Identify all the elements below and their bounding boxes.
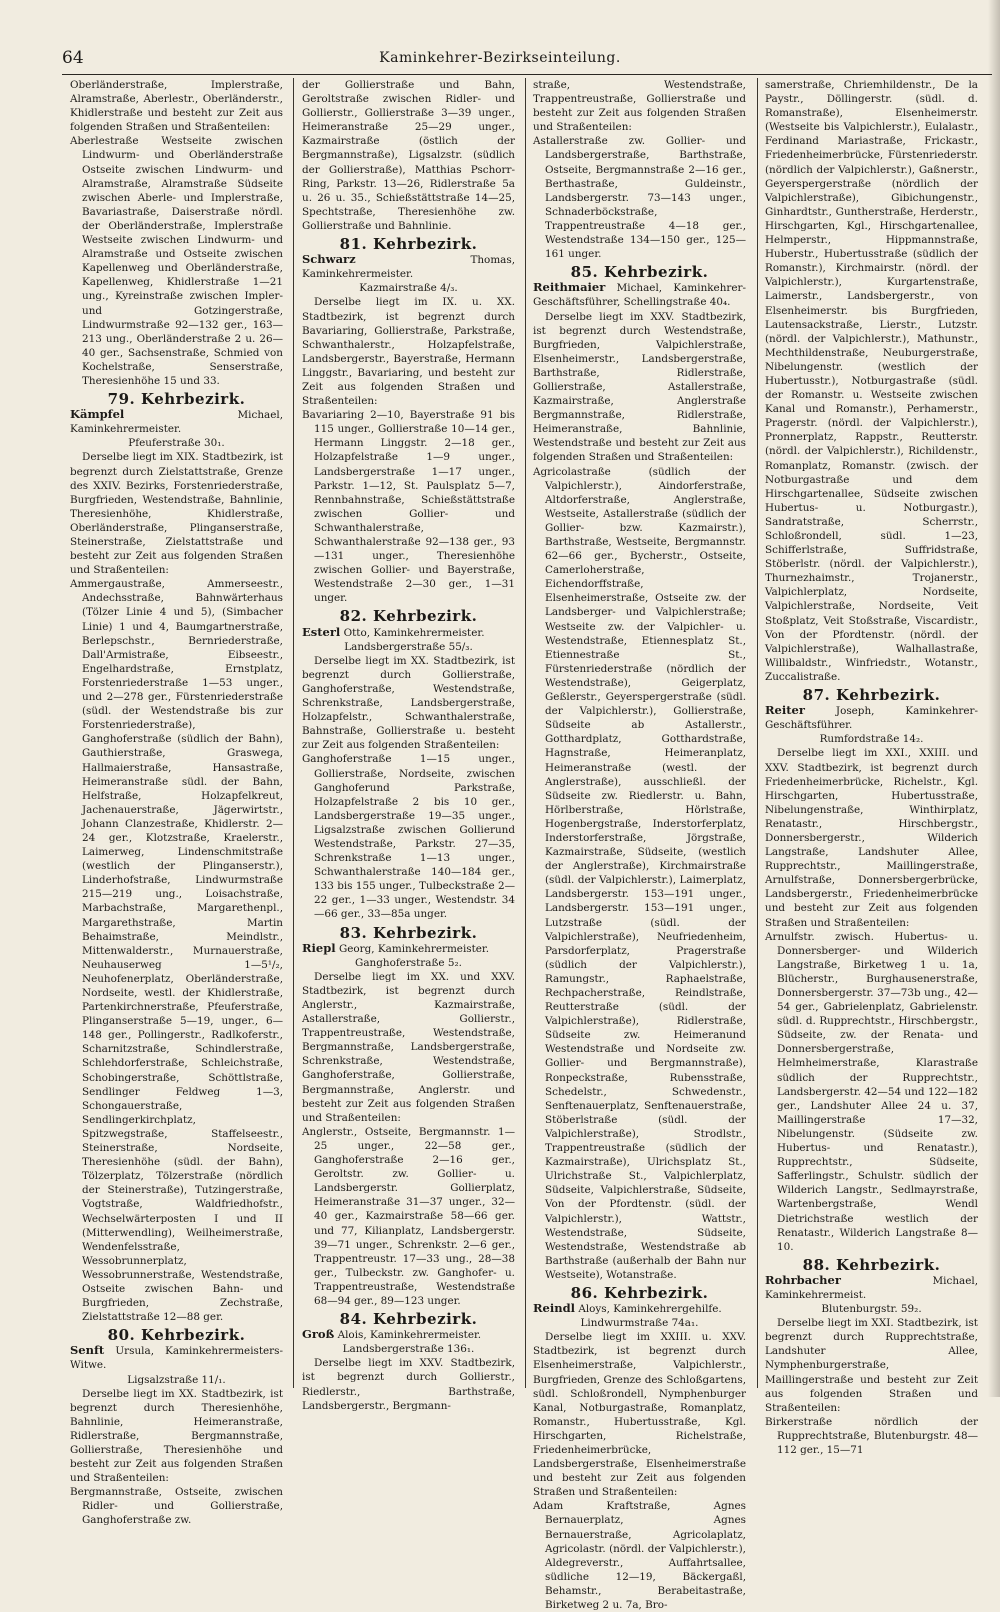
sweep-title: Michael, Kaminkehrer-Geschäftsführer, Schellingstraße 40₄. [533,282,746,309]
sweep-name: Schwarz [302,252,356,267]
district-81-heading: 81. Kehrbezirk. [339,235,478,254]
district-85-heading: 85. Kehrbezirk. [570,263,709,282]
district-87-sweep [765,703,978,732]
district-80-address: Ligsalzstraße 11/₁. [127,1373,226,1386]
district-81-address: Kazmairstraße 4/₃. [359,282,458,295]
district-82-heading: 82. Kehrbezirk. [339,607,478,626]
district-84-description: Derselbe liegt im XXV. Stadtbezirk, ist begrenzt durch Gollierstr., Riedlerstr., Barthstraße, Landsbergerstr., Bergmann- [302,1357,515,1412]
district-87-description: Derselbe liegt im XXI., XXIII. und XXV. Stadtbezirk, ist begrenzt durch Friedenheimerbrücke, Richelstr., Kgl. Hirschgarten, Hubertusstraße, Nibelungenstraße, Winthirplatz, Renatastr., Hirschbergstr., Donnersbergerstr., Wilderich Langstraße, Landshuter Allee, Rupprechtstr., Maillingerstraße, Arnulfstraße, Donnersbergerbrücke, Landsbergerstr., Friedenheimerbrücke und besteht zur Zeit aus folgenden Straßen und Straßenteilen: [765,747,978,929]
running-title: Kaminkehrer-Bezirkseinteilung. [379,50,621,66]
district-87-streets: Arnulfstr. zwisch. Hubertus- u. Donnersberger- und Wilderich Langstraße, Birketweg 1 u. 1a, Blücherstr., Burghausenerstraße, Donnersbergerstr. 37—73b ung., 42—54 ger., Gabrielenplatz, Gabrielenstr. südl. d. Rupprechtstr., Hirschbergstr., Südseite, zw. der Renata- und Donnersbergerstraße, Helmheimerstraße, Klarastraße südlich der Rupprechtstr., Landsbergerstr. 42—54 und 122—182 ger., Landshuter Allee 24 u. 37, Maillingerstraße 17—32, Nibelungenstr. (Südseite zw. Hubertus- und Renatastr.), Rupprechtstr., Südseite, Safferlingstr., Schulstr. südlich der Wilderich Langstr., Sedlmayrstraße, Wartenbergstraße, Wendl Dietrichstraße westlich der Renatastr., Wilderich Langstraße 8—10. [765,930,978,1253]
sweep-name: Esterl [302,624,341,639]
sweep-title: Aloys, Kaminkehrergehilfe. [578,1303,722,1316]
district-80-heading: 80. Kehrbezirk. [107,1326,246,1345]
district-83-heading: 83. Kehrbezirk. [339,923,478,942]
sweep-name: Senft [70,1343,105,1358]
district-80-description: Derselbe liegt im XX. Stadtbezirk, ist begrenzt durch Theresienhöhe, Bahnlinie, Heimeranstraße, Ridlerstraße, Bergmannstraße, Gollierstraße, Theresienhöhe und besteht zur Zeit aus folgenden Straßen und Straßenteilen: [70,1387,283,1485]
district-82-description: Derselbe liegt im XX. Stadtbezirk, ist begrenzt durch Gollierstraße, Ganghoferstraße, Westendstraße, Schrenkstraße, Landsbergerstraße, Holzapfelstr., Schwanthalerstraße, Bahnstraße, Gollierstraße u. besteht zur Zeit aus folgenden Straßenteilen: [302,654,515,752]
district-84-heading: 84. Kehrbezirk. [339,1310,478,1329]
sweep-title: Joseph, Kaminkehrer-Geschäftsführer. [765,705,978,732]
district-79-description: Derselbe liegt im XIX. Stadtbezirk, ist begrenzt durch Zielstattstraße, Grenze des XXIV. Bezirks, Forstenriederstraße, Burgfrieden, Westendstraße, Bahnlinie, Theresienhöhe, Khidlerstraße, Oberländerstraße, Plinganserstraße, Steinerstraße, Zielstattstraße und besteht zur Zeit aus folgenden Straßen und Straßenteilen: [70,451,283,577]
district-80-sweep [70,1343,283,1372]
district-83-description: Derselbe liegt im XX. und XXV. Stadtbezirk, ist begrenzt durch Anglerstr., Kazmairstraße, Astallerstraße, Gollierstr., Trappentreustraße, Westendstraße, Bergmannstraße, Landsbergerstraße, Schrenkstraße, Westendstraße, Ganghoferstraße, Gollierstraße, Bergmannstraße, Anglerstr. und besteht zur Zeit aus folgenden Straßen und Straßenteilen: [302,970,515,1124]
district-83-sweep [302,941,515,956]
district-85-streets: Agricolastraße (südlich der Valpichlerstr.), Aindorferstraße, Altdorferstraße, Anglerstraße, Westseite, Astallerstraße (südlich der Gollier- bzw. Kazmairstr.), Barthstraße, Westseite, Bergmannstr. 62—66 ger., Bycherstr., Ostseite, Camerloherstraße, Eichendorffstraße, Elsenheimerstraße, Ostseite zw. der Landsberger- und Valpichlerstraße; Westseite zw. der Valpichler- u. Westendstraße, Etiennesplatz St., Etiennestraße St., Fürstenriederstraße (nördlich der Westendstraße), Geigerplatz, Geßlerstr., Geyerspergerstraße (südl. der Valpichlerstr.), Gollierstraße, Südseite ab Astallerstr., Gotthardplatz, Gotthardstraße, Hagnstraße, Heimeranplatz, Heimeranstraße (westl. der Anglerstraße), ausschließl. der Südseite zw. Riedlerstr. u. Bahn, Hörlberstraße, Hörlstraße, Hogenbergstraße, Inderstorferplatz, Inderstorferstraße, Jörgstraße, Kazmairstraße, Südseite, (westlich der Anglerstraße), Kirchmairstraße (südl. der Valpichlerstr.), Laimerplatz, Landsbergerstr. 153—191 unger., Landsbergerstr. 153—191 unger., Lutzstraße (südl. der Valpichlerstraße), Neufriedenheim, Parsdorferplatz, Pragerstraße (südlich der Valpichlerstr.), Ramungstr., Raphaelstraße, Rechpacherstraße, Reindlstraße, Reutterstraße (südl. der Valpichlerstraße), Ridlerstraße, Südseite zw. Heimeranund Westendstraße und Nordseite zw. Gollier- und Bergmannstraße), Ronpeckstraße, Rubensstraße, Schedelstr., Schwedenstr., Senftenauerplatz, Senftenauerstraße, Stöberlstraße (südl. der Valpichlerstraße), Strodlstr., Trappentreustraße (südlich der Kazmairstraße), Ulrichsplatz St., Ulrichstraße St., Valpichlerplatz, Südseite, Valpichlerstraße, Südseite, Von der Pfordtenstr. (südl. der Valpichlerstr.), Wattstr., Westendstraße, Südseite, Westendstraße, Westendstraße ab Barthstraße (außerhalb der Bahn nur Westseite), Wotanstraße. [533,465,746,1281]
sweep-name: Kämpfel [70,407,125,422]
continued-streets: Astallerstraße zw. Gollier- und Landsbergerstraße, Barthstraße, Ostseite, Bergmannstraße 2—16 ger., Berthastraße, Guldeinstr., Landsbergerstr. 73—143 unger., Schnaderböckstraße, Trappentreustraße 4—18 ger., Westendstraße 134—150 ger., 125—161 unger. [533,135,746,261]
continued-streets: der Gollierstraße und Bahn, Geroltstraße zwischen Ridler- und Gollierstr., Gollierstraße 3—39 unger., Heimeranstraße 25—29 unger., Kazmairstraße (östlich der Bergmannstraße), Ligsalzstr. (südlich der Gollierstraße), Matthias Pschorr-Ring, Parkstr. 13—26, Ridlerstraße 5a u. 26 u. 35., Schießstättstraße 14—25, Spechtstraße, Theresienhöhe zw. Gollierstraße und Bahnlinie. [302,79,515,232]
district-87-address: Rumfordstraße 14₂. [819,733,924,746]
sweep-title: Michael, Kaminkehrermeist. [765,1274,978,1301]
column-divider [757,78,758,1388]
district-88-heading: 88. Kehrbezirk. [802,1255,941,1274]
column-4 [765,78,978,1456]
district-83-address: Ganghoferstraße 5₂. [355,956,462,969]
page-edge-shadow [988,0,1000,1397]
sweep-name: Reindl [533,1301,576,1316]
sweep-title: Alois, Kaminkehrermeister. [337,1329,482,1342]
header-rule [62,74,992,75]
district-84-address: Landsbergerstraße 136₁. [342,1343,475,1356]
sweep-title: Otto, Kaminkehrermeister. [343,626,485,639]
sweep-name: Reiter [765,703,805,718]
intro-streets: Oberländerstraße, Implerstraße, Alramstraße, Aberlestr., Oberländerstr., Khidlerstraße und besteht zur Zeit aus folgenden Straßen und Straßenteilen: [70,79,283,134]
district-88-description: Derselbe liegt im XXI. Stadtbezirk, ist begrenzt durch Rupprechtstraße, Landshuter Allee, Nymphenburgerstraße, Maillingerstraße und besteht zur Zeit aus folgenden Straßen und Straßenteilen: [765,1317,978,1414]
column-1 [70,78,283,1527]
district-79-address: Pfeuferstraße 30₁. [128,437,225,450]
district-86-sweep [533,1301,746,1316]
district-79-heading: 79. Kehrbezirk. [107,390,246,409]
sweep-name: Reithmaier [533,280,606,295]
district-86-heading: 86. Kehrbezirk. [570,1283,709,1302]
district-86-address: Lindwurmstraße 74a₁. [580,1317,699,1330]
district-88-address: Blutenburgstr. 59₂. [821,1303,922,1316]
continued-text: straße, Westendstraße, Trappentreustraße, Gollierstraße und besteht zur Zeit aus folgenden Straßen und Straßenteilen: [533,79,746,134]
sweep-title: Georg, Kaminkehrermeister. [338,942,490,955]
district-85-sweep [533,280,746,309]
district-79-streets: Ammergaustraße, Ammerseestr., Andechsstraße, Bahnwärterhaus (Tölzer Linie 4 und 5), (Simbacher Linie) 1 und 4, Baumgartnerstraße, Berlepschstr., Bernriederstraße, Dall'Armistraße, Eibseestr., Engelhardstraße, Ernstplatz, Forstenriederstraße 1—53 unger., und 2—278 ger., Fürstenriederstraße (südl. der Westendstraße bis zur Forstenriederstraße), Ganghoferstraße (südlich der Bahn), Gauthierstraße, Graswega, Hallmaierstraße, Hansastraße, Heimeranstraße südl. der Bahn, Helfstraße, Holzapfelkreut, Jachenauerstraße, Jägerwirtstr., Johann Clanzestraße, Khidlerstr. 2—24 ger., Klotzstraße, Kraelerstr., Laimerweg, Lindenschmitstraße (westlich der Plinganserstr.), Linderhofstraße, Lindwurmstraße 215—219 ung., Loisachstraße, Marbachstraße, Margarethenpl., Margarethstraße, Martin Behaimstraße, Meindlstr., Mittenwalderstr., Murnauerstraße, Neuhauserweg 1—5¹/₂, Neuhofenerplatz, Oberländerstraße, Nordseite, westl. der Khidlerstraße, Partenkirchnerstraße, Pfeuferstraße, Plinganserstraße 5—19, unger., 6—148 ger., Pollingerstr., Radlkoferstr., Scharnitzstraße, Schindlerstraße, Schlehdorferstraße, Schleichstraße, Schobingerstraße, Schöttlstraße, Sendlinger Feldweg 1—3, Schongauerstraße, Sendlingerkirchplatz, Spitzwegstraße, Staffelseestr., Steinerstraße, Nordseite, Theresienhöhe (südl. der Bahn), Tölzerplatz, Tölzerstraße (nördlich der Steinerstraße), Tutzingerstraße, Vogtstraße, Waldfriedhofstr., Wechselwärterposten I und II (Mitterwendling), Weilheimerstraße, Wendenfelsstraße, Wessobrunnerplatz, Wessobrunnerstraße, Westendstraße, Ostseite zwischen Bahn- und Burgfrieden, Zechstraße, Zielstattstraße 12—88 ger. [70,578,283,1324]
sweep-name: Rohrbacher [765,1272,841,1287]
district-81-description: Derselbe liegt im IX. u. XX. Stadtbezirk, ist begrenzt durch Bavariaring, Gollierstraße, Parkstraße, Schwanthalerstr., Holzapfelstraße, Landsbergerstr., Bayerstraße, Hermann Linggstr., Bavariaring, und besteht zur Zeit aus folgenden Straßen und Straßenteilen: [302,296,515,408]
district-85-description: Derselbe liegt im XXV. Stadtbezirk, ist begrenzt durch Westendstraße, Burgfrieden, Valpichlerstraße, Elsenheimerstr., Landsbergerstraße, Barthstraße, Ridlerstraße, Gollierstraße, Astallerstraße, Kazmairstraße, Anglerstraße Bergmannstraße, Ridlerstraße, Heimeranstraße, Bahnlinie, Westendstraße und besteht zur Zeit aus folgenden Straßen und Straßenteilen: [533,310,746,464]
district-83-streets: Anglerstr., Ostseite, Bergmannstr. 1—25 unger., 22—58 ger., Ganghoferstraße 2—16 ger., Geroltstr. zw. Gollier- u. Landsbergerstr. Gollierplatz, Heimeranstraße 31—37 unger., 32—40 ger., Kazmairstraße 58—66 ger. und 77, Kilianplatz, Landsbergerstr. 39—71 unger., Schrenkstr. 2—6 ger., Trappentreustr. 17—33 ung., 28—38 ger., Tulbeckstr. zw. Ganghofer- u. Trappentreustraße, Westendstraße 68—94 ger., 89—123 unger. [302,1125,515,1307]
sweep-name: Riepl [302,940,336,955]
district-88-sweep [765,1273,978,1302]
sweep-title: Ursula, Kaminkehrermeisters-Witwe. [70,1345,283,1372]
district-82-streets: Ganghoferstraße 1—15 unger., Gollierstraße, Nordseite, zwischen Ganghoferund Parkstraße, Holzapfelstraße 2 bis 10 ger., Landsbergerstraße 19—35 unger., Ligsalzstraße zwischen Gollierund Westendstraße, Parkstr. 27—35, Schrenkstraße 1—13 unger., Schwanthalerstraße 140—184 ger., 133 bis 155 unger., Tulbeckstraße 2—22 ger., 1—33 unger., Westendstr. 34—66 ger., 33—85a unger. [302,753,515,921]
district-87-heading: 87. Kehrbezirk. [802,686,941,705]
district-86-description: Derselbe liegt im XXIII. u. XXV. Stadtbezirk, ist begrenzt durch Elsenheimerstraße, Valpichlerstr., Burgfrieden, Grenze des Schloßgartens, südl. Schloßrondell, Nymphenburger Kanal, Notburgastraße, Romanplatz, Romanstr., Hubertusstraße, Kgl. Hirschgarten, Richelstraße, Friedenheimerbrücke, Landsbergerstraße, Elsenheimerstraße und besteht zur Zeit aus folgenden Straßen und Straßenteilen: [533,1331,746,1499]
column-divider [525,78,526,1388]
street-list: Aberlestraße Westseite zwischen Lindwurm- und Oberländerstraße Ostseite zwischen Lindwurm- und Alramstraße, Alramstraße Südseite zwischen Aberle- und Implerstraße, Bavariastraße, Daiserstraße nördl. der Oberländerstraße, Implerstraße Westseite zwischen Lindwurm- und Alramstraße und Ostseite zwischen Kapellenweg und Oberländerstraße, Kapellenweg, Khidlerstraße 1—21 ung., Kyreinstraße zwischen Impler- und Gotzingerstraße, Lindwurmstraße 92—132 ger., 163—213 ung., Oberländerstraße 2 u. 26—40 ger., Sachsenstraße, Schmied von Kochelstraße, Senserstraße, Theresienhöhe 15 und 33. [70,135,283,387]
district-81-streets: Bavariaring 2—10, Bayerstraße 91 bis 115 unger., Gollierstraße 10—14 ger., Hermann Linggstr. 2—18 ger., Holzapfelstraße 1—9 unger., Landsbergerstraße 1—17 unger., Parkstr. 1—12, St. Paulsplatz 5—7, Rennbahnstraße, Schießstättstraße zwischen Gollier- und Schwanthalerstraße, Schwanthalerstraße 92—138 ger., 93—131 unger., Theresienhöhe zwischen Gollier- und Bayerstraße, Westendstraße 2—30 ger., 1—31 unger. [302,409,515,605]
continued-streets: samerstraße, Chriemhildenstr., De la Paystr., Döllingerstr. (südl. d. Romanstraße), Elsenheimerstr. (Westseite bis Valpichlerstr.), Eulalastr., Ferdinand Mariastraße, Frickastr., Friedenheimerbrücke, Fürstenriederstr. (nördlich der Valpichlerstr.), Gaßnerstr., Geyerspergerstraße (nördlich der Valpichlerstraße), Gibichungenstr., Ginhardtstr., Guntherstraße, Herderstr., Hirschgarten, Kgl., Hirschgartenallee, Helmperstr., Hippmannstraße, Huberstr., Hubertusstraße (südlich der Romanstr.), Kirchmairstr. (nördl. der Valpichlerstr.), Kurgartenstraße, Laimerstr., Landsbergerstr., von Elsenheimerstr. bis Burgfrieden, Lautensackstraße, Lierstr., Lutzstr. (nördl. der Valpichlerstr.), Mathunstr., Mechthildenstraße, Neuburgerstraße, Nibelungenstr. (westlich der Hubertusstr.), Notburgastraße (südl. der Romanstr. u. Westseite zwischen Kanal und Romanstr.), Perhamerstr., Pragerstr. (nördl. der Valpichlerstr.), Pronnerplatz, Rappstr., Reutterstr. (nördl. der Valpichlerstr.), Richildenstr., Romanplatz, Romanstr. (zwisch. der Notburgastraße und dem Hirschgartenallee, Südseite zwischen Hubertus- u. Notburgastr.), Sandratstraße, Scherrstr., Schloßrondell, südl. 1—23, Schifferlstraße, Suffridstraße, Stöberlstr. (nördl. der Valpichlerstr.), Thurnezhaimstr., Trojanerstr., Valpichlerplatz, Nordseite, Valpichlerstraße, Nordseite, Veit Stoßplatz, Veit Stoßstraße, Viscardistr., Von der Pfordtenstr. (nördl. der Valpichlerstraße), Walhallastraße, Willibaldstr., Winfriedstr., Wotanstr., Zuccalistraße. [765,79,978,683]
sweep-name: Groß [302,1327,335,1342]
column-2 [302,78,515,1412]
column-divider [293,78,294,1388]
district-81-sweep [302,252,515,281]
page-number: 64 [62,48,84,68]
district-86-streets: Adam Kraftstraße, Agnes Bernauerplatz, Agnes Bernauerstraße, Agricolaplatz, Agricolastr. (nördl. der Valpichlerstr.), Aldegreverstr., Auffahrtsallee, südliche 12—19, Bäckergaßl, Behamstr., Berabeitastraße, Birketweg 2 u. 7a, Bro- [533,1500,746,1612]
district-79-sweep [70,407,283,436]
column-3 [533,78,746,1612]
district-80-streets: Bergmannstraße, Ostseite, zwischen Ridler- und Gollierstraße, Ganghoferstraße zw. [70,1486,283,1527]
sweep-title: Thomas, Kaminkehrermeister. [302,254,515,281]
district-82-address: Landsbergerstraße 55/₃. [344,640,473,653]
district-88-streets: Birkerstraße nördlich der Rupprechtstraße, Blutenburgstr. 48—112 ger., 15—71 [765,1415,978,1456]
district-84-sweep [302,1327,515,1342]
district-82-sweep [302,625,515,640]
sweep-title: Michael, Kaminkehrermeister. [70,409,283,436]
